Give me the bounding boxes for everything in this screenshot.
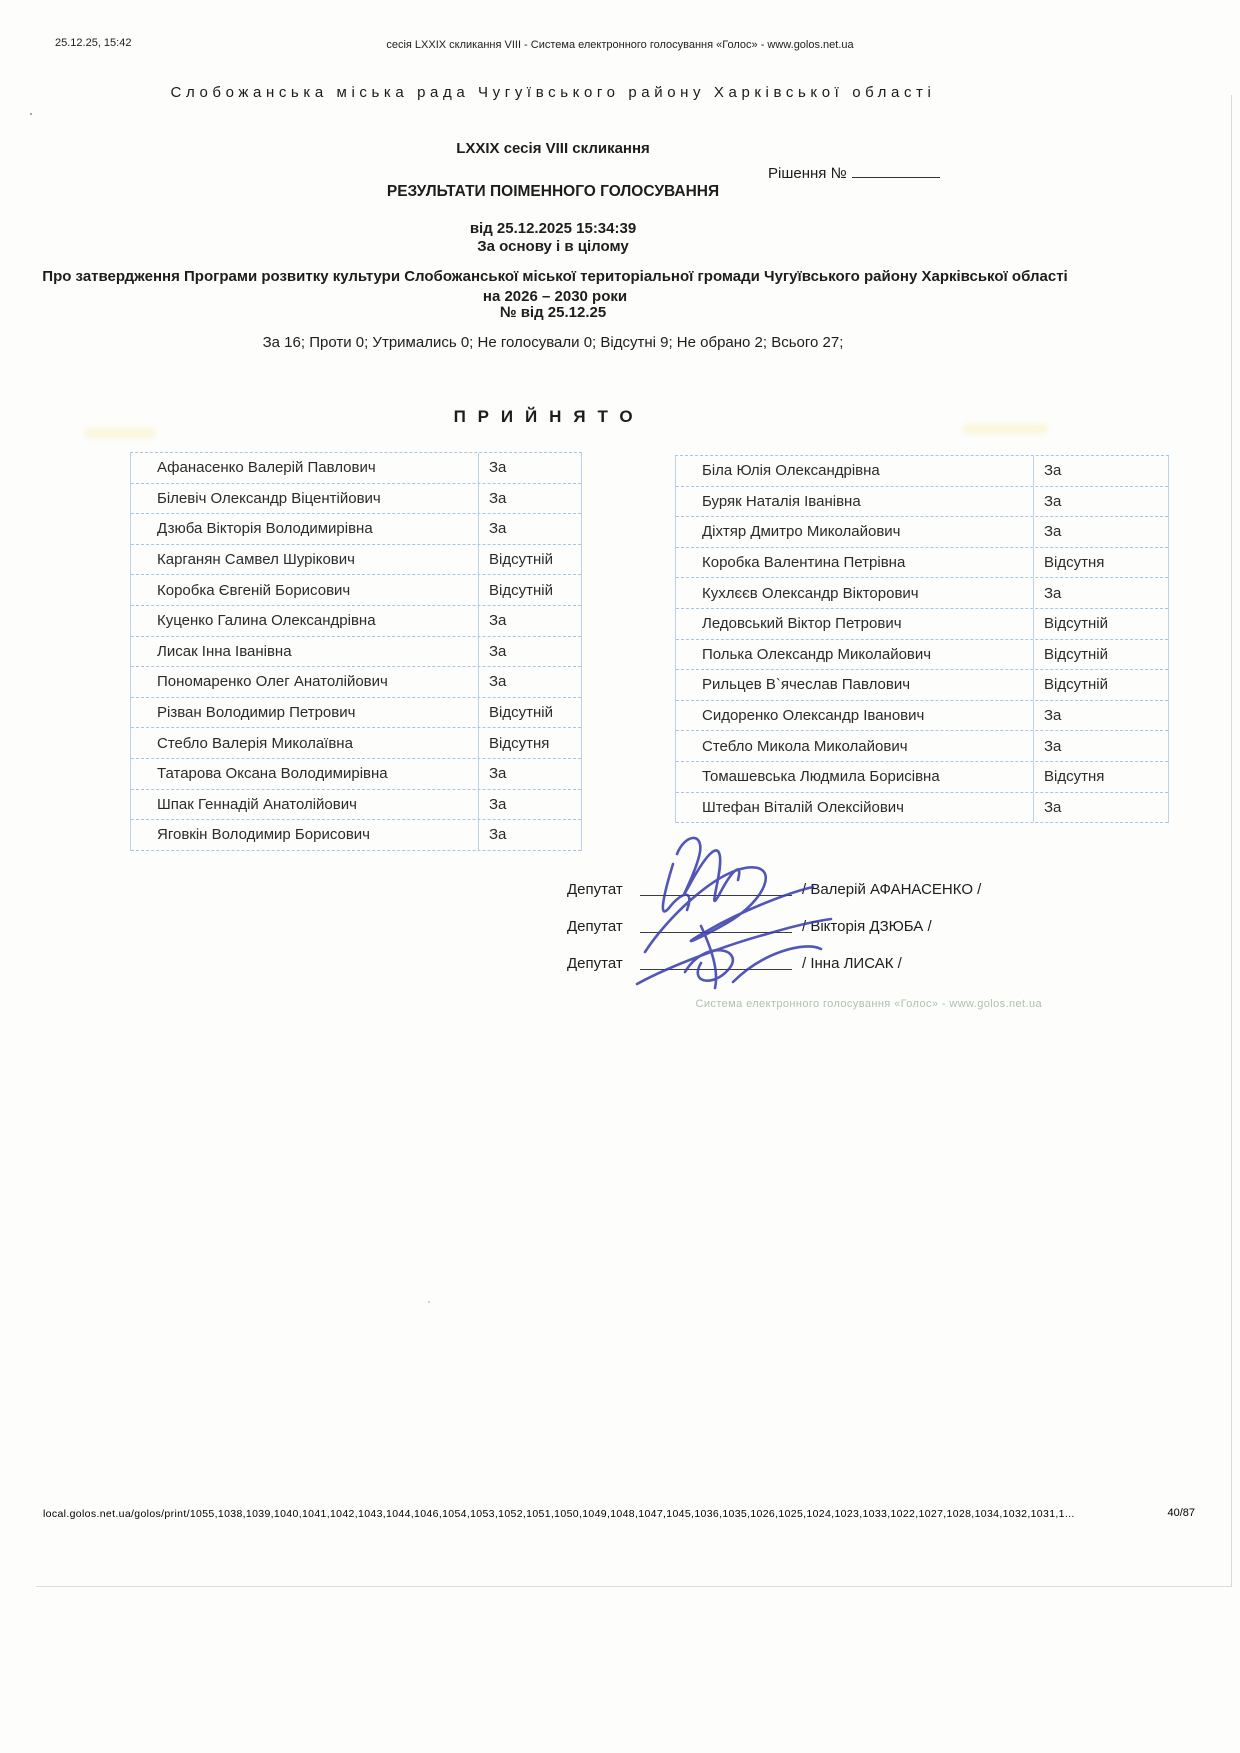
print-header-title: сесія LXXIX скликання VIII - Система електронного голосування «Голос» - www.golos.net.ua [386,39,854,51]
council-title: Слобожанська міська рада Чугуївського району Харківської області [170,84,936,101]
signatory-role-label: Депутат [567,918,623,935]
vote-mode: За основу і в цілому [477,238,629,255]
deputy-name: Діхтяр Дмитро Миколайович [676,517,1034,547]
table-row [676,762,1168,793]
table-row [131,484,581,515]
table-row [676,640,1168,671]
signatory-name: / Інна ЛИСАК / [802,955,902,972]
vote-outcome: ПРИЙНЯТО [453,407,645,426]
deputy-name: Афанасенко Валерій Павлович [131,453,479,483]
deputy-name: Шпак Геннадій Анатолійович [131,790,479,820]
decision-number-line [768,164,940,182]
signatory-role-label: Депутат [567,881,623,898]
deputy-name: Томашевська Людмила Борисівна [676,762,1034,792]
scan-edge-right [1231,95,1232,1587]
deputy-name: Карганян Самвел Шурікович [131,545,479,575]
table-row [676,701,1168,732]
deputy-name: Штефан Віталій Олексійович [676,793,1034,823]
table-row [131,514,581,545]
vote-value: Відсутній [1044,676,1108,694]
deputy-name: Різван Володимир Петрович [131,698,479,728]
scan-speck [30,113,32,115]
table-row [131,453,581,484]
vote-value: За [1044,707,1062,725]
decision-label: Рішення № [768,165,847,182]
deputy-name: Лисак Інна Іванівна [131,637,479,667]
vote-value: За [489,520,507,538]
table-row [676,548,1168,579]
deputy-name: Коробка Валентина Петрівна [676,548,1034,578]
deputy-name: Біла Юлія Олександрівна [676,456,1034,486]
table-row [131,637,581,668]
footer-page-number: 40/87 [1167,1507,1195,1519]
results-heading: РЕЗУЛЬТАТИ ПОІМЕННОГО ГОЛОСУВАННЯ [386,183,720,200]
vote-value: За [489,765,507,783]
vote-table-right [675,455,1169,823]
vote-value: За [1044,462,1062,480]
table-row [676,517,1168,548]
vote-value: Відсутня [1044,768,1105,786]
signatory-name: / Валерій АФАНАСЕНКО / [802,881,982,898]
vote-value: За [489,642,507,660]
system-watermark: Система електронного голосування «Голос» - www.golos.net.ua [695,998,1042,1010]
deputy-name: Татарова Оксана Володимирівна [131,759,479,789]
vote-value: Відсутній [489,551,553,569]
footer-print-url: local.golos.net.ua/golos/print/1055,1038,1039,1040,1041,1042,1043,1044,1046,1054,1053,1052,1051,1050,1049,1048,1047,1045,1036,1035,1026,1025,1024,1023,1033,1022,1027,1028,1034,1032,1031,1... [43,1508,1075,1520]
signatory-role-label: Депутат [567,955,623,972]
table-row [131,759,581,790]
vote-value: За [1044,492,1062,510]
vote-value: Відсутній [489,704,553,722]
vote-value: За [1044,798,1062,816]
vote-value: За [489,795,507,813]
signature-row [0,911,1240,935]
vote-value: За [489,826,507,844]
vote-value: Відсутній [489,581,553,599]
deputy-name: Яговкін Володимир Борисович [131,820,479,850]
table-row [676,456,1168,487]
scan-smudge [85,428,155,438]
deputy-name: Куценко Галина Олександрівна [131,606,479,636]
table-row [131,790,581,821]
deputy-name: Кухлєєв Олександр Вікторович [676,578,1034,608]
table-row [676,731,1168,762]
subject-number: № від 25.12.25 [499,304,607,321]
signatory-name: / Вікторія ДЗЮБА / [802,918,932,935]
table-row [131,820,581,851]
scan-smudge [963,424,1047,434]
print-timestamp: 25.12.25, 15:42 [55,37,132,49]
deputy-name: Дзюба Вікторія Володимирівна [131,514,479,544]
vote-datetime: від 25.12.2025 15:34:39 [469,220,637,237]
deputy-name: Буряк Наталія Іванівна [676,487,1034,517]
signature-line [640,895,792,896]
deputy-name: Сидоренко Олександр Іванович [676,701,1034,731]
table-row [131,728,581,759]
deputy-name: Ледовський Віктор Петрович [676,609,1034,639]
table-row [131,575,581,606]
vote-table-left [130,452,582,851]
signature-row [0,948,1240,972]
vote-value: За [489,673,507,691]
signature-line [640,932,792,933]
table-row [676,670,1168,701]
vote-totals: За 16; Проти 0; Утримались 0; Не голосували 0; Відсутні 9; Не обрано 2; Всього 27; [262,334,844,351]
session-title: LXXIX сесія VIII скликання [456,140,650,157]
deputy-name: Пономаренко Олег Анатолійович [131,667,479,697]
deputy-name: Рильцев В`ячеслав Павлович [676,670,1034,700]
table-row [131,545,581,576]
vote-value: За [1044,737,1062,755]
vote-value: Відсутня [1044,554,1105,572]
vote-value: Відсутній [1044,645,1108,663]
deputy-name: Коробка Євгеній Борисович [131,575,479,605]
vote-value: За [1044,584,1062,602]
deputy-name: Стебло Микола Миколайович [676,731,1034,761]
signature-line [640,969,792,970]
vote-value: За [1044,523,1062,541]
table-row [131,667,581,698]
vote-value: За [489,489,507,507]
table-row [131,606,581,637]
scan-speck [428,1301,430,1303]
signature-row [0,874,1240,898]
deputy-name: Білевіч Олександр Віцентійович [131,484,479,514]
table-row [676,609,1168,640]
deputy-name: Стебло Валерія Миколаївна [131,728,479,758]
table-row [131,698,581,729]
table-row [676,487,1168,518]
vote-value: Відсутня [489,734,550,752]
vote-value: За [489,612,507,630]
vote-value: Відсутній [1044,615,1108,633]
table-row [676,578,1168,609]
vote-subject: Про затвердження Програми розвитку культури Слобожанської міської територіальної громади Чугуївського району Харківської області на 2026 – 2030 роки [42,268,1068,305]
table-row [676,793,1168,824]
vote-value: За [489,459,507,477]
decision-number-blank [852,164,940,178]
scan-edge-bottom [36,1586,1232,1587]
deputy-name: Полька Олександр Миколайович [676,640,1034,670]
